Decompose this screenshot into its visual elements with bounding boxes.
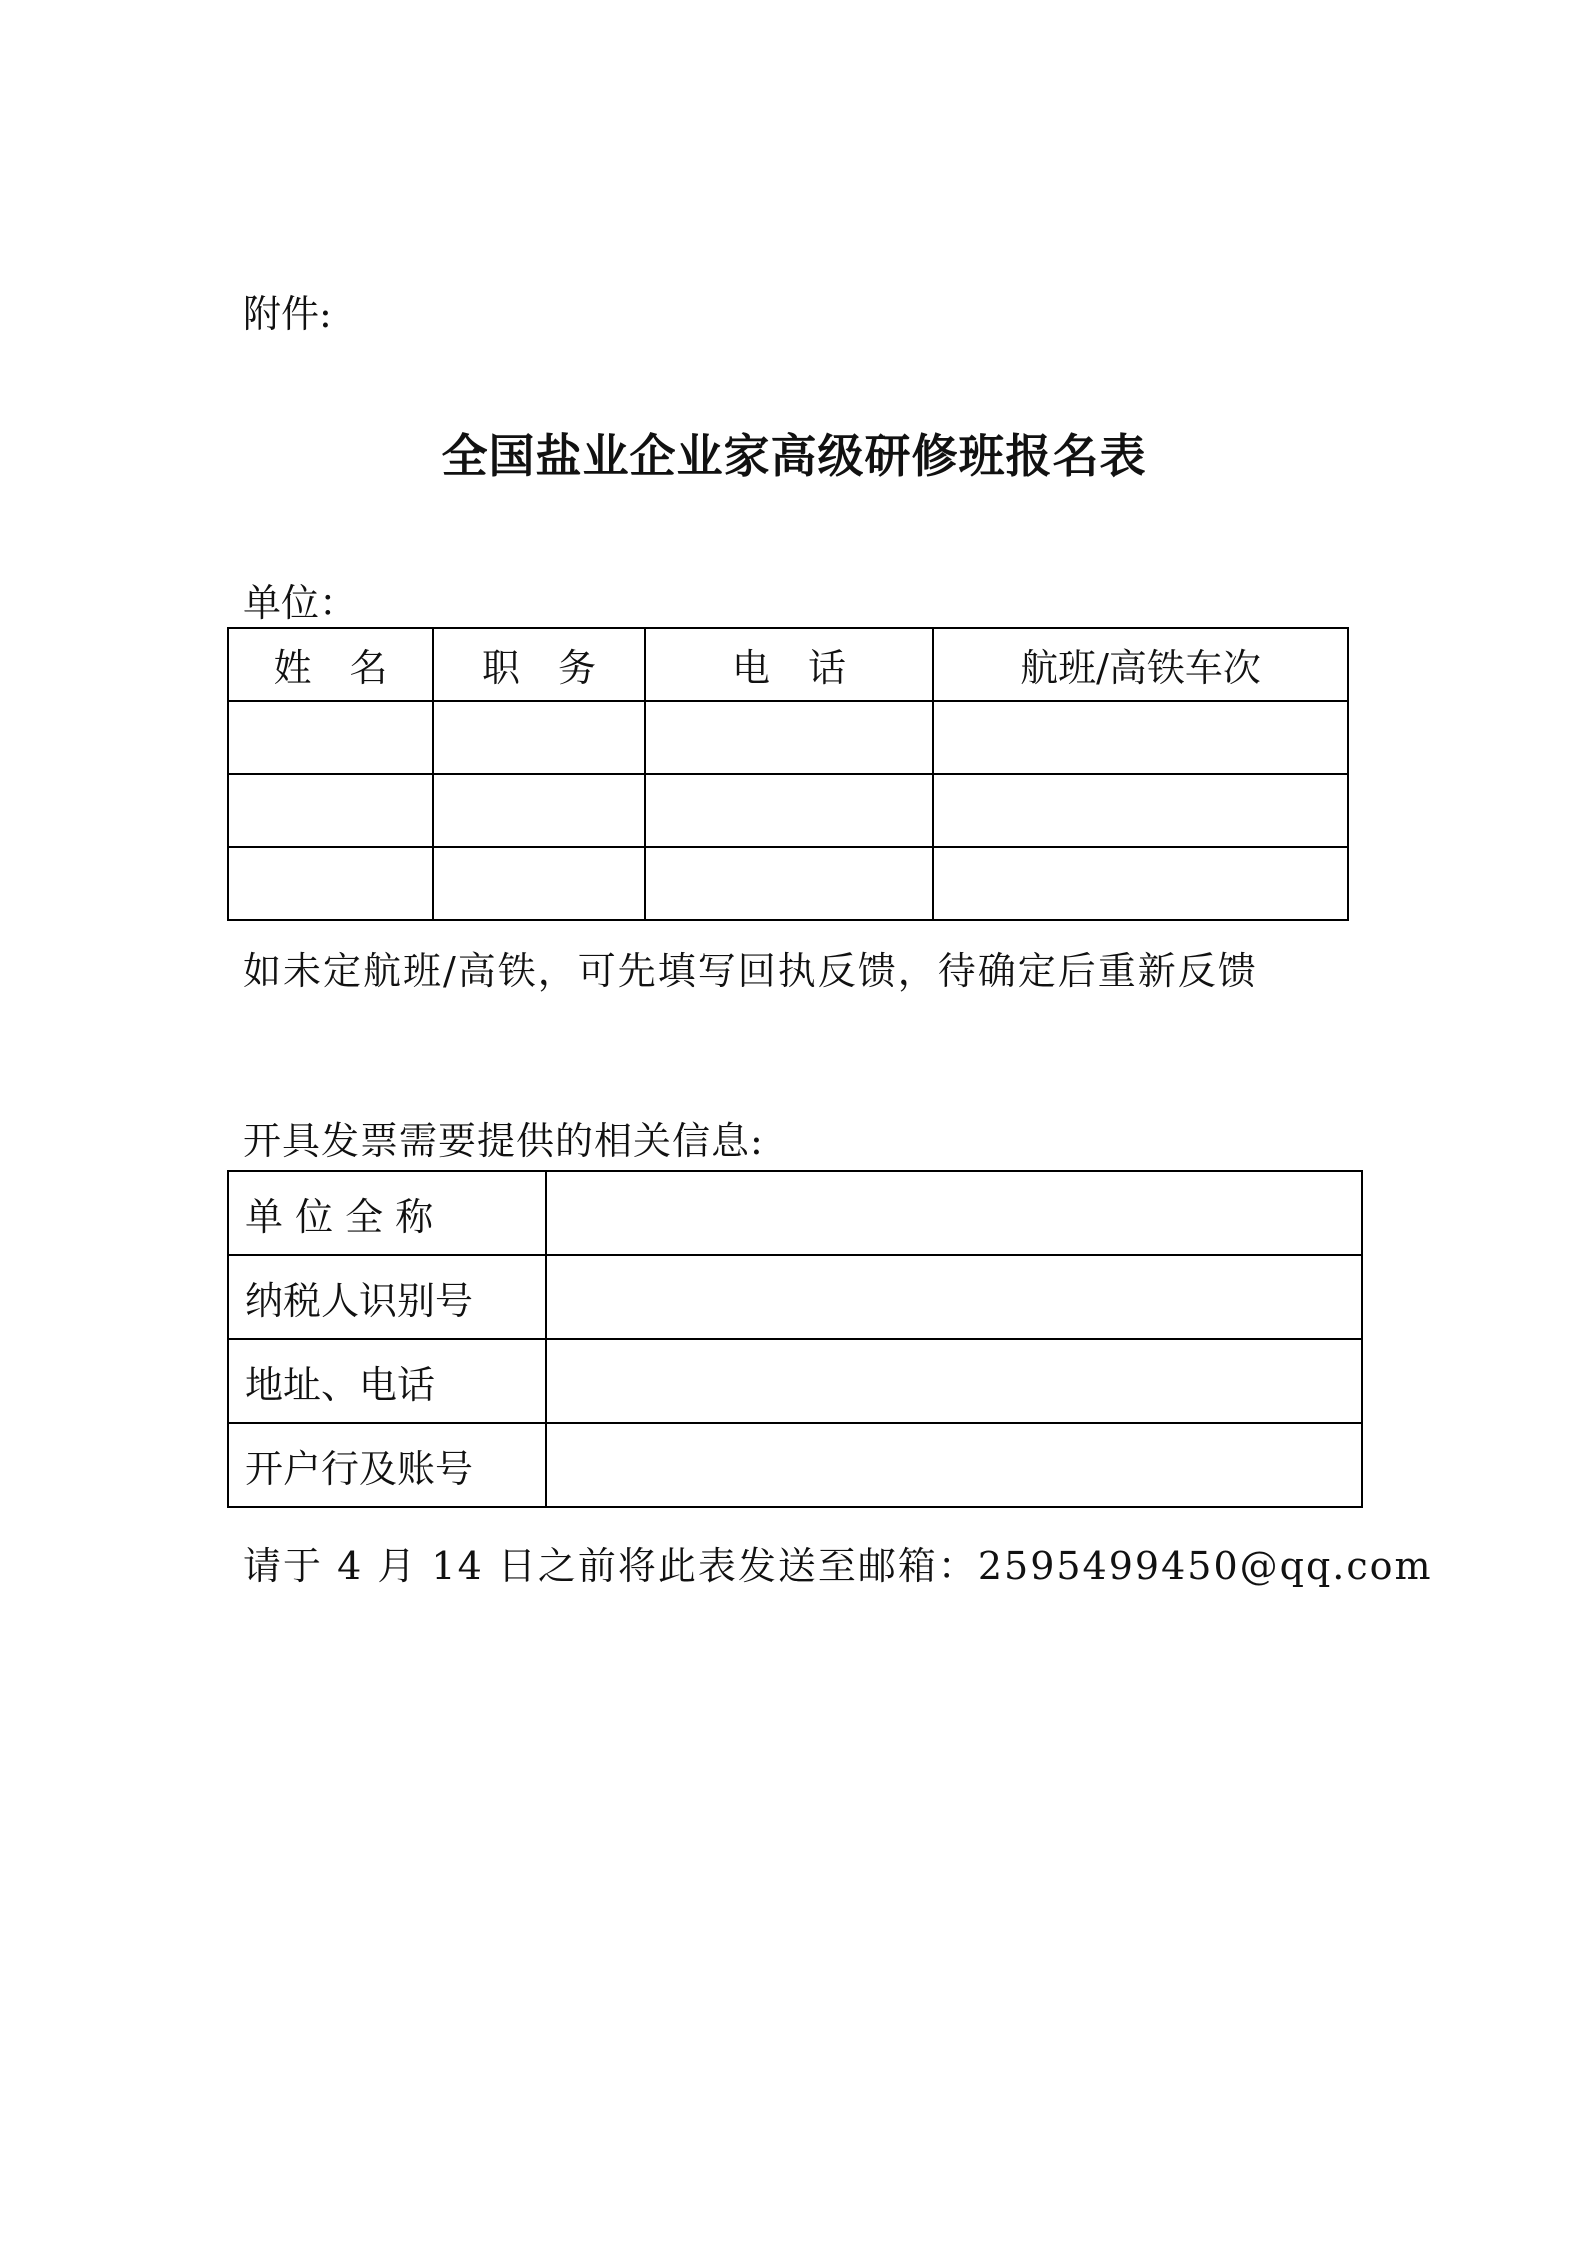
value-company-name[interactable] (546, 1171, 1362, 1255)
cell-phone[interactable] (645, 774, 933, 847)
cell-position[interactable] (433, 774, 645, 847)
invoice-row-address-phone (228, 1339, 1362, 1423)
cell-flight-train[interactable] (933, 847, 1348, 920)
attachment-label: 附件: (243, 292, 332, 336)
cell-flight-train[interactable] (933, 774, 1348, 847)
registration-table (227, 627, 1349, 921)
unit-label: 单位： (243, 581, 358, 625)
table-row (228, 774, 1348, 847)
cell-name[interactable] (228, 774, 433, 847)
invoice-section-label: 开具发票需要提供的相关信息: (243, 1119, 764, 1163)
flight-note: 如未定航班/高铁，可先填写回执反馈，待确定后重新反馈 (243, 949, 1258, 993)
cell-name[interactable] (228, 847, 433, 920)
header-flight-train: 航班/高铁车次 (933, 628, 1348, 701)
table-row (228, 701, 1348, 774)
table-header-row (228, 628, 1348, 701)
cell-phone[interactable] (645, 701, 933, 774)
invoice-row-bank-account (228, 1423, 1362, 1507)
label-address-phone: 地址、电话 (228, 1339, 546, 1423)
value-bank-account[interactable] (546, 1423, 1362, 1507)
header-phone: 电 话 (645, 628, 933, 701)
page-title: 全国盐业企业家高级研修班报名表 (441, 429, 1147, 483)
value-address-phone[interactable] (546, 1339, 1362, 1423)
cell-position[interactable] (433, 847, 645, 920)
label-taxpayer-id: 纳税人识别号 (228, 1255, 546, 1339)
cell-flight-train[interactable] (933, 701, 1348, 774)
invoice-row-company-name (228, 1171, 1362, 1255)
invoice-table (227, 1170, 1363, 1508)
table-row (228, 847, 1348, 920)
deadline-note: 请于 4 月 14 日之前将此表发送至邮箱：2595499450@qq.com (243, 1544, 1433, 1588)
cell-phone[interactable] (645, 847, 933, 920)
header-name: 姓 名 (228, 628, 433, 701)
cell-position[interactable] (433, 701, 645, 774)
label-bank-account: 开户行及账号 (228, 1423, 546, 1507)
header-position: 职 务 (433, 628, 645, 701)
label-company-name: 单 位 全 称 (228, 1171, 546, 1255)
cell-name[interactable] (228, 701, 433, 774)
value-taxpayer-id[interactable] (546, 1255, 1362, 1339)
invoice-row-taxpayer-id (228, 1255, 1362, 1339)
